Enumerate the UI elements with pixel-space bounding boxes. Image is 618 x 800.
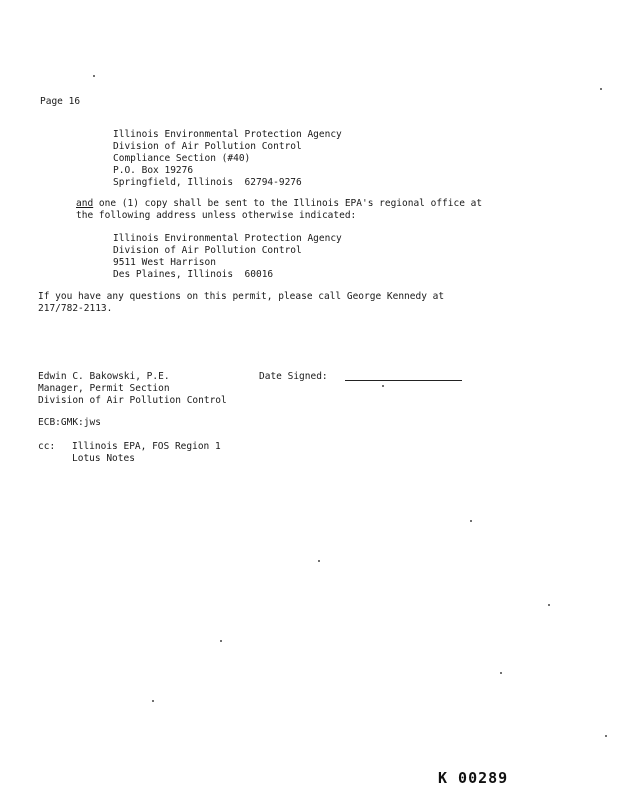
scan-speck	[318, 560, 320, 562]
scan-speck	[220, 640, 222, 642]
address-line: Des Plaines, Illinois 60016	[113, 269, 274, 280]
reference-initials: ECB:GMK:jws	[38, 417, 101, 428]
scan-speck	[382, 385, 384, 387]
page-number: Page 16	[40, 96, 81, 107]
date-signed-label: Date Signed:	[259, 371, 328, 382]
scan-speck	[93, 75, 95, 77]
questions-line-1: If you have any questions on this permit, please call George Kennedy at	[38, 291, 445, 302]
address-line: Illinois Environmental Protection Agency	[113, 129, 342, 140]
copy-instructions-line-1	[76, 198, 482, 210]
address-line: Division of Air Pollution Control	[113, 141, 302, 152]
address-line: Division of Air Pollution Control	[113, 245, 302, 256]
address-line: 9511 West Harrison	[113, 257, 216, 268]
copy-instructions-text: one (1) copy shall be sent to the Illinois EPA's regional office at	[93, 198, 483, 209]
bates-stamp: K 00289	[438, 769, 509, 787]
scan-speck	[470, 520, 472, 522]
signatory-division: Division of Air Pollution Control	[38, 395, 227, 406]
cc-item: Illinois EPA, FOS Region 1	[72, 441, 221, 452]
address-line: Illinois Environmental Protection Agency	[113, 233, 342, 244]
scan-speck	[500, 672, 502, 674]
scan-speck	[152, 700, 154, 702]
scan-speck	[548, 604, 550, 606]
signatory-name: Edwin C. Bakowski, P.E.	[38, 371, 170, 382]
copy-instructions-line-2: the following address unless otherwise indicated:	[76, 210, 357, 221]
address-line: Compliance Section (#40)	[113, 153, 251, 164]
underlined-word: and	[76, 198, 94, 209]
address-line: Springfield, Illinois 62794-9276	[113, 177, 302, 188]
address-line: P.O. Box 19276	[113, 165, 194, 176]
cc-item: Lotus Notes	[72, 453, 135, 464]
questions-line-2: 217/782-2113.	[38, 303, 113, 314]
date-signed-line	[345, 380, 462, 381]
cc-label: cc:	[38, 441, 56, 452]
scan-speck	[600, 88, 602, 90]
scan-speck	[605, 735, 607, 737]
signatory-title: Manager, Permit Section	[38, 383, 170, 394]
